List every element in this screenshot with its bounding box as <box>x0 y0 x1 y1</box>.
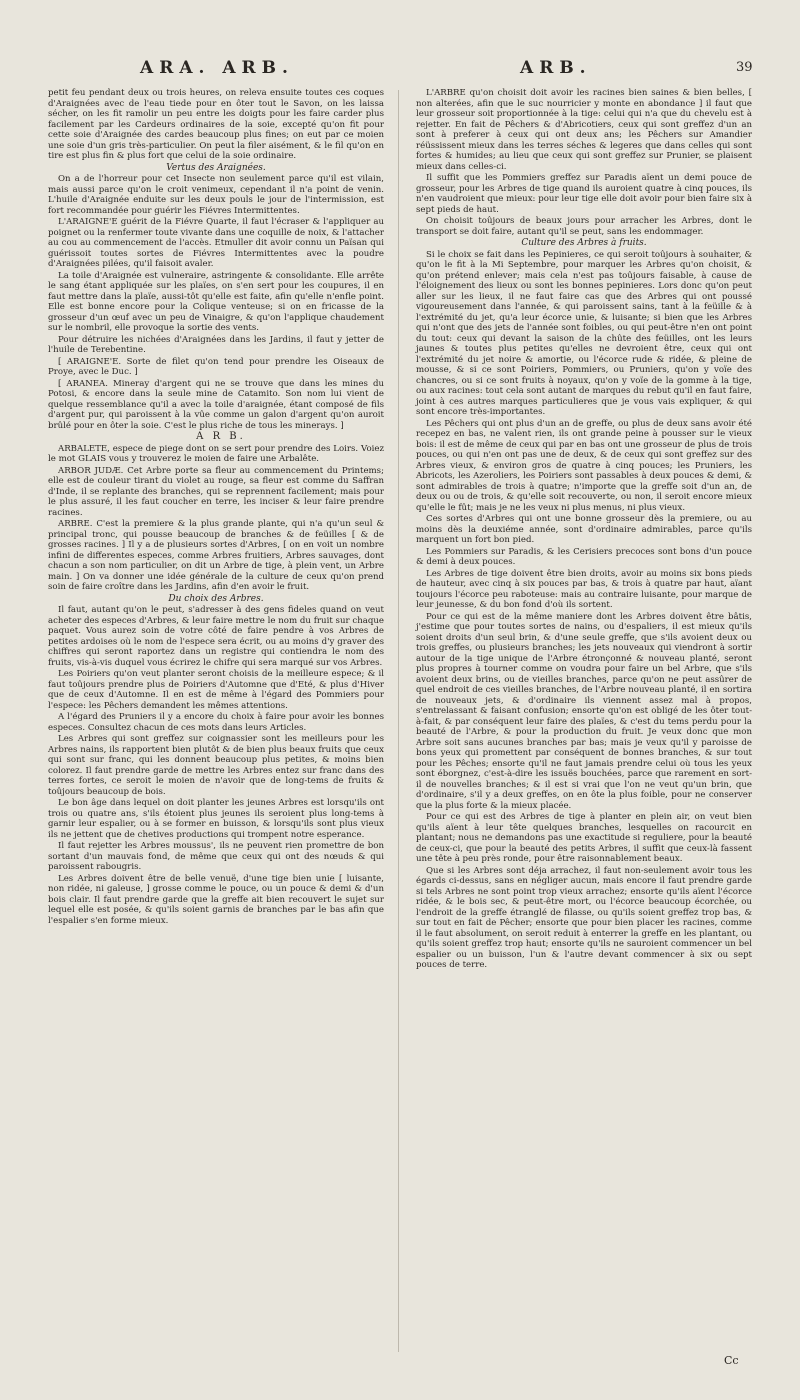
section-heading: Du choix des Arbres. <box>168 593 264 604</box>
paragraph: petit feu pendant deux ou trois heures, on releva ensuite toutes ces coques d'Araignées avec de l'eau tiede pour en ôter tout le Savon, on les laissa sécher, on les fit ramolir un peu entre les doigts pour les faire carder plus facilement par les Cardeurs ordinaires de la soie, excepté qu'on fit pour cette soie d'Araignée des cardes beaucoup plus fines; on eut par ce moien une soie d'un gris très-particulier. On peut la filer aisément, & le fil qu'on en tire est plus fin & plus fort que celui de la soie ordinaire. <box>48 88 384 161</box>
paragraph: La toile d'Araignée est vulneraire, astringente & consolidante. Elle arrête le sang étant appliquée sur les plaïes, on s'en sert pour les coupures, il en faut mettre dans la plaïe, aussi-tôt qu'elle est faite, afin qu'elle n'enfle point. Elle est bonne encore pour la Colique venteuse; si on en fricasse de la grosseur d'un œuf avec un peu de Vinaigre, & qu'on l'applique chaudement sur le nombril, elle provoque la sortie des vents. <box>48 270 384 333</box>
paragraph: Les Pommiers sur Paradis, & les Cerisiers precoces sont bons d'un pouce & demi à deux pouces. <box>416 546 752 567</box>
paragraph: ARBALETE, espece de piege dont on se sert pour prendre des Loirs. Voiez le mot GLAIS vous y trouverez le moien de faire une Arbalête. <box>48 443 384 464</box>
column-divider <box>398 90 399 1352</box>
paragraph: L'ARBRE qu'on choisit doit avoir les racines bien saines & bien belles, [ non alterées, afin que le suc nourricier y monte en abondance ] il faut que leur grosseur soit proportionnée à la tige: celui qui n'a que du chevelu est à rejetter. En fait de Pêchers & d'Abricotiers, ceux qui sont greffez d'un an sont à preferer à ceux qui ont deux ans; les Pêchers sur Amandier réüssissent mieux dans les terres séches & legeres que dans celles qui sont fortes & humides; au lieu que ceux qui sont greffez sur Prunier, se plaisent mieux dans celles-ci. <box>416 88 752 172</box>
paragraph: Les Arbres de tige doivent être bien droits, avoir au moins six bons pieds de hauteur, avec cinq à six pouces par bas, & trois à quatre par haut, aïant toujours l'écorce peu raboteuse: mais au contraire luisante, pour marque de leur jeunesse, & du bon fond d'où ils sortent. <box>416 568 752 610</box>
paragraph: L'ARAIGNE'E guérit de la Fiévre Quarte, il faut l'écraser & l'appliquer au poignet ou la renfermer toute vivante dans une coquille de noix, & l'attacher au cou au commencement de l'accès. Etmuller dit avoir connu un Païsan qui guérissoit toutes sortes de Fiévres Intermittentes avec la poudre d'Araignées pilées, qu'il faisoit avaler. <box>48 217 384 269</box>
paragraph: Les Arbres qui sont greffez sur coignassier sont les meilleurs pour les Arbres nains, ils rapportent bien plutôt & de bien plus beaux fruits que ceux qui sont sur franc, qui les donnent beaucoup plus petites, & moins bien colorez. Il faut prendre garde de mettre les Arbres entez sur franc dans des terres fortes, ce seroit le moien de n'avoir que de long-tems de fruits & toûjours beaucoup de bois. <box>48 734 384 797</box>
paragraph: [ ARANEA. Mineray d'argent qui ne se trouve que dans les mines du Potosi, & encore dans la seule mine de Catamito. Son nom lui vient de quelque ressemblance qu'il a avec la toile d'araignée, étant composé de fils d'argent pur, qui paroissent à la vûe comme un galon d'argent qu'on auroit brûlé pour en ôter la soie. C'est le plus riche de tous les minerays. ] <box>48 378 384 431</box>
page-number: 39 <box>736 60 753 75</box>
section-heading: Culture des Arbres à fruits. <box>521 238 647 248</box>
paragraph: Le bon âge dans lequel on doit planter les jeunes Arbres est lorsqu'ils ont trois ou quatre ans, s'ils étoient plus jeunes ils seroient plus long-tems à garnir leur espalier, ou à se former en buisson, & lorsqu'ils sont plus vieux ils ne jettent que de chetives productions qui trompent notre esperance. <box>48 798 384 840</box>
paragraph: On a de l'horreur pour cet Insecte non seulement parce qu'il est vilain, mais aussi parce qu'on le croit venimeux, cependant il n'a point de venin. L'huile d'Araignée enduite sur les deux pouls le jour de l'intermission, est fort recommandée pour guérir les Fiévres Intermittentes. <box>48 174 384 216</box>
paragraph: Les Arbres doivent être de belle venuë, d'une tige bien unie [ luisante, non ridée, ni galeuse, ] grosse comme le pouce, ou un pouce & demi & d'un bois clair. Il faut prendre garde que la greffe ait bien recouvert le sujet sur lequel elle est posée, & qu'ils soient garnis de branches par le bas afin que l'espalier s'en forme mieux. <box>48 873 384 926</box>
paragraph: Que si les Arbres sont déja arrachez, il faut non-seulement avoir tous les égards ci-dessus, sans en négliger aucun, mais encore il faut prendre garde si tels Arbres ne sont point trop vieux arrachez; ensorte qu'ils aïent l'écorce ridée, & le bois sec, & peut-être mort, ou l'écorce beaucoup écorchée, ou l'endroit de la greffe étranglé de filasse, ou qu'ils soient greffez trop bas, & sur tout en fait de Pêcher; ensorte que pour bien placer les racines, comme il le faut absolument, on seroit reduit à enterrer la greffe en les plantant, ou qu'ils soient greffez trop haut; ensorte qu'ils ne sauroient commencer un bel espalier ou un buisson, l'un & l'autre devant commencer à six ou sept pouces de terre. <box>416 865 752 970</box>
paragraph: Pour ce qui est de la même maniere dont les Arbres doivent être bâtis, j'estime que pour toutes sortes de nains, ou d'espaliers, il est mieux qu'ils soient droits d'un seul brin, & d'une seule greffe, que s'ils avoient deux ou trois greffes, ou plusieurs branches; les jets nouveaux qui viendront à sortir autour de la tige unique de l'Arbre étronçonné & nouveau planté, seront plus propres à tourner comme on voudra pour faire un bel Arbre, que s'ils avoient deux brins, ou de vieilles branches, parce qu'on ne peut assûrer de quel endroit de ces vieilles branches, de l'Arbre nouveau planté, il en sortira de nouveaux jets, & d'ordinaire ils viennent assez mal à propos, s'entrelassant & faisant confusion; ensorte qu'on est obligé de les ôter tout-à-fait, & par conséquent leur faire des plaïes, & c'est du tems perdu pour la beauté de l'Arbre, & pour la production du fruit. Je veux donc que mon Arbre soit sans aucunes branches par bas; mais je veux qu'il y paroisse de bons yeux qui promettent par conséquent de bonnes branches, & sur tout pour les Pêches; ensorte qu'il ne faut jamais prendre celui où tous les yeux sont éborgnez, c'est-à-dire les issuës bouchées, parce que rarement en sort-il de nouvelles branches; & il est si vrai que l'on ne veut qu'un brin, que d'ordinaire, s'il y a deux greffes, on en ôte la plus foible, pour ne conserver que la plus forte & la mieux placée. <box>416 611 752 811</box>
running-header-left: ARA. ARB. <box>140 58 294 78</box>
paragraph: [ ARAIGNE'E. Sorte de filet qu'on tend pour prendre les Oiseaux de Proye, avec le Duc. ] <box>48 356 384 377</box>
paragraph: ARBOR JUDÆ. Cet Arbre porte sa fleur au commencement du Printems; elle est de couleur tirant du violet au rouge, sa fleur est comme du Saffran d'Inde, il se replante des branches, qui se reprennent facilement; mais pour le plus assuré, il les faut coucher en terre, les inciser & leur faire prendre racines. <box>48 465 384 518</box>
paragraph: Les Poiriers qu'on veut planter seront choisis de la meilleure espece; & il faut toûjours prendre plus de Poiriers d'Automne que d'Eté, & plus d'Hiver que de ceux d'Automne. Il en est de même à l'égard des Pommiers pour l'espece: les Pêchers demandent les mêmes attentions. <box>48 669 384 711</box>
paragraph: A l'égard des Pruniers il y a encore du choix à faire pour avoir les bonnes especes. Consultez chacun de ces mots dans leurs Articles. <box>48 712 384 733</box>
signature-mark: Cc <box>724 1354 739 1367</box>
paragraph: Il faut, autant qu'on le peut, s'adresser à des gens fideles quand on veut acheter des especes d'Arbres, & leur faire mettre le nom du fruit sur chaque paquet. Vous aurez soin de votre côté de faire pendre à vos Arbres de petites ardoises où le nom de l'espece sera écrit, ou au moins d'y graver des chiffres qui seront raportez dans un registre qui contiendra le nom des fruits, vis-à-vis duquel vous écrirez le chifre qui sera marqué sur vos Arbres. <box>48 605 384 668</box>
paragraph: Il faut rejetter les Arbres moussus', ils ne peuvent rien promettre de bon sortant d'un mauvais fond, de même que ceux qui ont des nœuds & qui paroissent rabougris. <box>48 841 384 872</box>
section-heading: A R B. <box>196 431 246 442</box>
paragraph: Les Pêchers qui ont plus d'un an de greffe, ou plus de deux sans avoir été recepez en bas, ne valent rien, ils ont grande peine à pousser sur le vieux bois: il est de même de ceux qui par en bas ont une grosseur de plus de trois pouces, ou qui n'en ont pas une de deux, & de ceux qui sont greffez sur des Arbres vieux, & environ gros de quatre à cinq pouces; les Pruniers, les Abricots, les Azeroliers, les Poiriers sont passables à deux pouces & demi, & sont admirables de trois à quatre; n'importe que la greffe soit d'un an, de deux ou ou de trois, & qu'elle soit recouverte, ou non, il seroit encore mieux qu'elle le fût; mais je ne les veux ni plus menus, ni plus vieux. <box>416 418 752 513</box>
paragraph: Il suffit que les Pommiers greffez sur Paradis aïent un demi pouce de grosseur, pour les Arbres de tige quand ils auroient quatre à cinq pouces, ils n'en vaudroient que mieux: pour leur tige elle doit avoir pour bien faire six à sept pieds de haut. <box>416 173 752 215</box>
right-column <box>416 88 752 972</box>
paragraph: Si le choix se fait dans les Pepinieres, ce qui seroit toûjours à souhaiter, & qu'on le fit à la Mi Septembre, pour marquer les Arbres qu'on choisit, & qu'on prétend enlever; mais cela n'est pas toûjours faisable, à cause de l'éloignement des lieux ou sont les bonnes pepinieres. Lors donc qu'on peut aller sur les lieux, il ne faut faire cas que des Arbres qui ont poussé vigoureusement dans l'année, & qui paroissent sains, tant à la feüille & à l'extrémité du jet, qu'a leur écorce unie, & luisante; si bien que les Arbres qui n'ont que des jets de l'année sont foibles, ou qui peut-être n'en ont point du tout: ceux qui devant la saison de la chûte des feüilles, ont les leurs jaunes & toutes plus petites qu'elles ne devroient être, ceux qui ont l'extrémité du jet noire & amortie, ou l'écorce rude & ridée, & pleine de mousse, & si ce sont Poiriers, Pommiers, ou Pruniers, qu'on y voïe des chancres, ou si ce sont fruits à noyaux, qu'on y voïe de la gomme à la tige, ou aux racines: tout cela sont autant de marques du rebut qu'il en faut faire, joint à ces autres marques particulieres que je vous vais expliquer, & qui sont encore très-importantes. <box>416 249 752 417</box>
paragraph: Ces sortes d'Arbres qui ont une bonne grosseur dès la premiere, ou au moins dès la deuxiéme année, sont d'ordinaire admirables, parce qu'ils marquent un fort bon pied. <box>416 514 752 545</box>
left-column <box>48 88 384 927</box>
running-header-right: ARB. <box>520 58 592 78</box>
paragraph: Pour ce qui est des Arbres de tige à planter en plein air, on veut bien qu'ils aïent à leur tête quelques branches, lesquelles on racourcit en plantant; nous ne demandons pas une exactitude si reguliere, pour la beauté de ceux-ci, que pour la beauté des petits Arbres, il suffit que ceux-là fassent une tête à peu près ronde, pour être raisonnablement beaux. <box>416 812 752 864</box>
paragraph: ARBRE. C'est la premiere & la plus grande plante, qui n'a qu'un seul & principal tronc, qui pousse beaucoup de branches & de feüilles [ & de grosses racines. ] Il y a de plusieurs sortes d'Arbres, [ on en voit un nombre infini de differentes especes, comme Arbres fruitiers, Arbres sauvages, dont chacun a son nom particulier, on dit un Arbre de tige, à plein vent, un Arbre main. ] On va donner une idée générale de la culture de ceux qu'on prend soin de faire croître dans les Jardins, afin d'en avoir le fruit. <box>48 519 384 592</box>
paragraph: On choisit toûjours de beaux jours pour arracher les Arbres, dont le transport se doit faire, autant qu'il se peut, sans les endommager. <box>416 216 752 237</box>
section-heading: Vertus des Araignées. <box>166 162 266 173</box>
paragraph: Pour détruire les nichées d'Araignées dans les Jardins, il faut y jetter de l'huile de Terebentine. <box>48 334 384 355</box>
